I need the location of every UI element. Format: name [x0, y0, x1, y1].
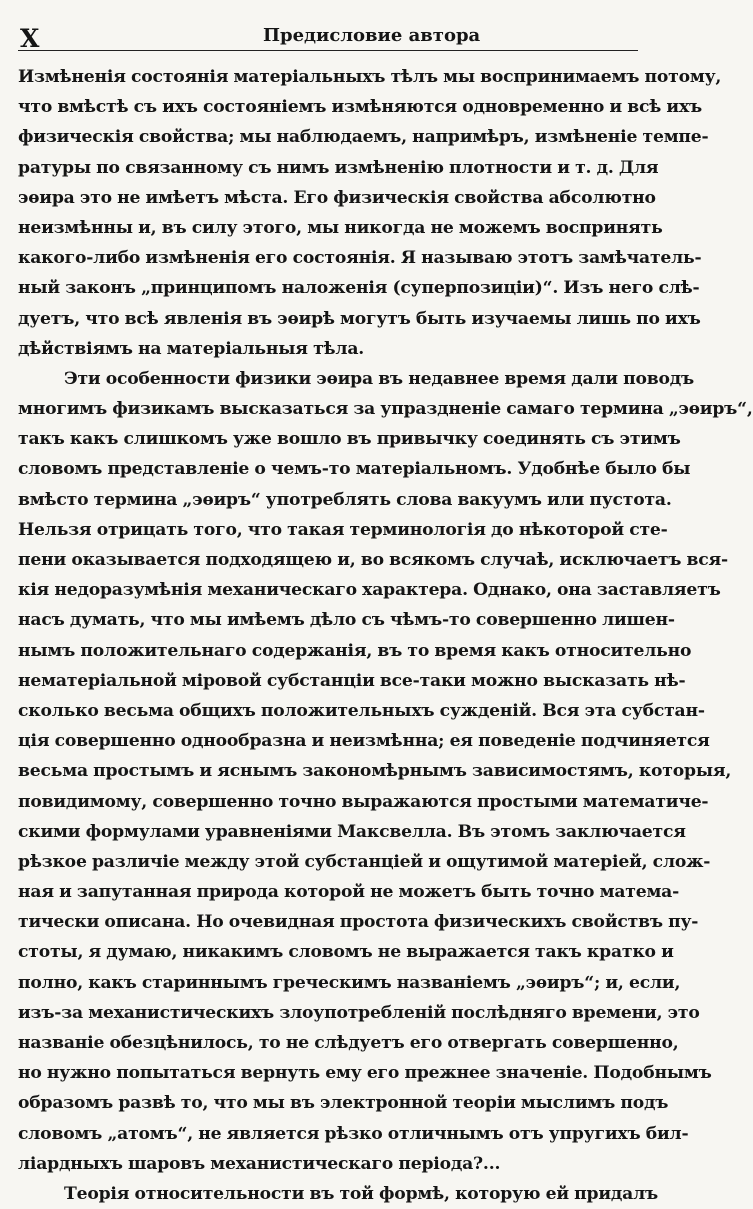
text-line: дѣйствіямъ на матеріальныя тѣла.	[18, 338, 365, 359]
text-line: ратуры по связанному съ нимъ измѣненію плотности и т. д. Для	[18, 157, 659, 178]
text-line: дуетъ, что всѣ явленія въ эѳирѣ могутъ быть изучаемы лишь по ихъ	[18, 308, 701, 329]
text-line: сколько весьма общихъ положительныхъ сужденій. Вся эта субстан-	[18, 700, 705, 721]
text-line: скими формулами уравненіями Максвелла. Въ этомъ заключается	[18, 821, 686, 842]
text-line: повидимому, совершенно точно выражаются простыми математиче-	[18, 791, 709, 812]
text-line: пени оказывается подходящею и, во всякомъ случаѣ, исключаетъ вся-	[18, 550, 728, 570]
text-line: вмѣсто термина „эѳиръ“ употреблять слова вакуумъ или пустота.	[18, 489, 672, 510]
text-line: Нельзя отрицать того, что такая терминологія до нѣкоторой сте-	[18, 519, 668, 540]
text-line: ная и запутанная природа которой не можетъ быть точно матема-	[18, 882, 680, 903]
text-line: нематеріальной міровой субстанціи все-таки можно высказать нѣ-	[18, 670, 686, 691]
page-header	[18, 10, 638, 51]
text-line: но нужно попытаться вернуть ему его прежнее значеніе. Подобнымъ	[18, 1063, 712, 1084]
paragraph-start-line: Эти особенности физики эѳира въ недавнее время дали поводъ	[64, 368, 695, 389]
text-line: ція совершенно однообразна и неизмѣнна; ея поведеніе подчиняется	[18, 731, 710, 752]
text-line: что вмѣстѣ съ ихъ состояніемъ измѣняются одновременно и всѣ ихъ	[18, 97, 703, 118]
text-line: многимъ физикамъ высказаться за упраздненіе самаго термина „эѳиръ“,	[18, 399, 753, 420]
paragraph-start-line: Теорія относительности въ той формѣ, которую ей придалъ	[64, 1183, 658, 1204]
text-line: ный законъ „принципомъ наложенія (суперпозиціи)“. Изъ него слѣ-	[18, 278, 700, 299]
text-line: насъ думать, что мы имѣемъ дѣло съ чѣмъ-то совершенно лишен-	[18, 610, 675, 631]
text-line: нымъ положительнаго содержанія, въ то время какъ относительно	[18, 640, 692, 661]
text-line: словомъ представленіе о чемъ-то матеріальномъ. Удобнѣе было бы	[18, 459, 691, 480]
text-line: рѣзкое различіе между этой субстанціей и ощутимой матеріей, слож-	[18, 851, 711, 872]
body-text	[18, 62, 753, 1209]
text-line: кія недоразумѣнія механическаго характера. Однако, она заставляетъ	[18, 580, 721, 601]
text-line: названіе обезцѣнилось, то не слѣдуетъ его отвергать совершенно,	[18, 1033, 679, 1053]
running-head: Предисловие автора	[263, 25, 481, 46]
text-line: тически описана. Но очевидная простота физическихъ свойствъ пу-	[18, 912, 699, 933]
text-line: какого-либо измѣненія его состоянія. Я называю этотъ замѣчатель-	[18, 248, 702, 269]
text-line: весьма простымъ и яснымъ закономѣрнымъ зависимостямъ, которыя,	[18, 761, 732, 782]
text-line: ліардныхъ шаровъ механистическаго періода?...	[18, 1153, 501, 1174]
page-number: X	[20, 24, 40, 53]
text-line: изъ-за механистическихъ злоупотребленій послѣдняго времени, это	[18, 1002, 700, 1023]
text-line: такъ какъ слишкомъ уже вошло въ привычку соединять съ этимъ	[18, 429, 681, 450]
text-line: словомъ „атомъ“, не является рѣзко отличнымъ отъ упругихъ бил-	[18, 1123, 689, 1144]
text-line: эѳира это не имѣетъ мѣста. Его физическія свойства абсолютно	[18, 187, 656, 208]
text-line: физическія свойства; мы наблюдаемъ, напримѣръ, измѣненіе темпе-	[18, 127, 709, 148]
text-line: неизмѣнны и, въ силу этого, мы никогда не можемъ воспринять	[18, 217, 663, 238]
text-line: стоты, я думаю, никакимъ словомъ не выражается такъ кратко и	[18, 942, 674, 963]
text-line: Измѣненія состоянія матеріальныхъ тѣлъ мы воспринимаемъ потому,	[18, 67, 722, 87]
text-line: образомъ развѣ то, что мы въ электронной теоріи мыслимъ подъ	[18, 1093, 669, 1114]
text-line: полно, какъ стариннымъ греческимъ названіемъ „эѳиръ“; и, если,	[18, 972, 681, 993]
